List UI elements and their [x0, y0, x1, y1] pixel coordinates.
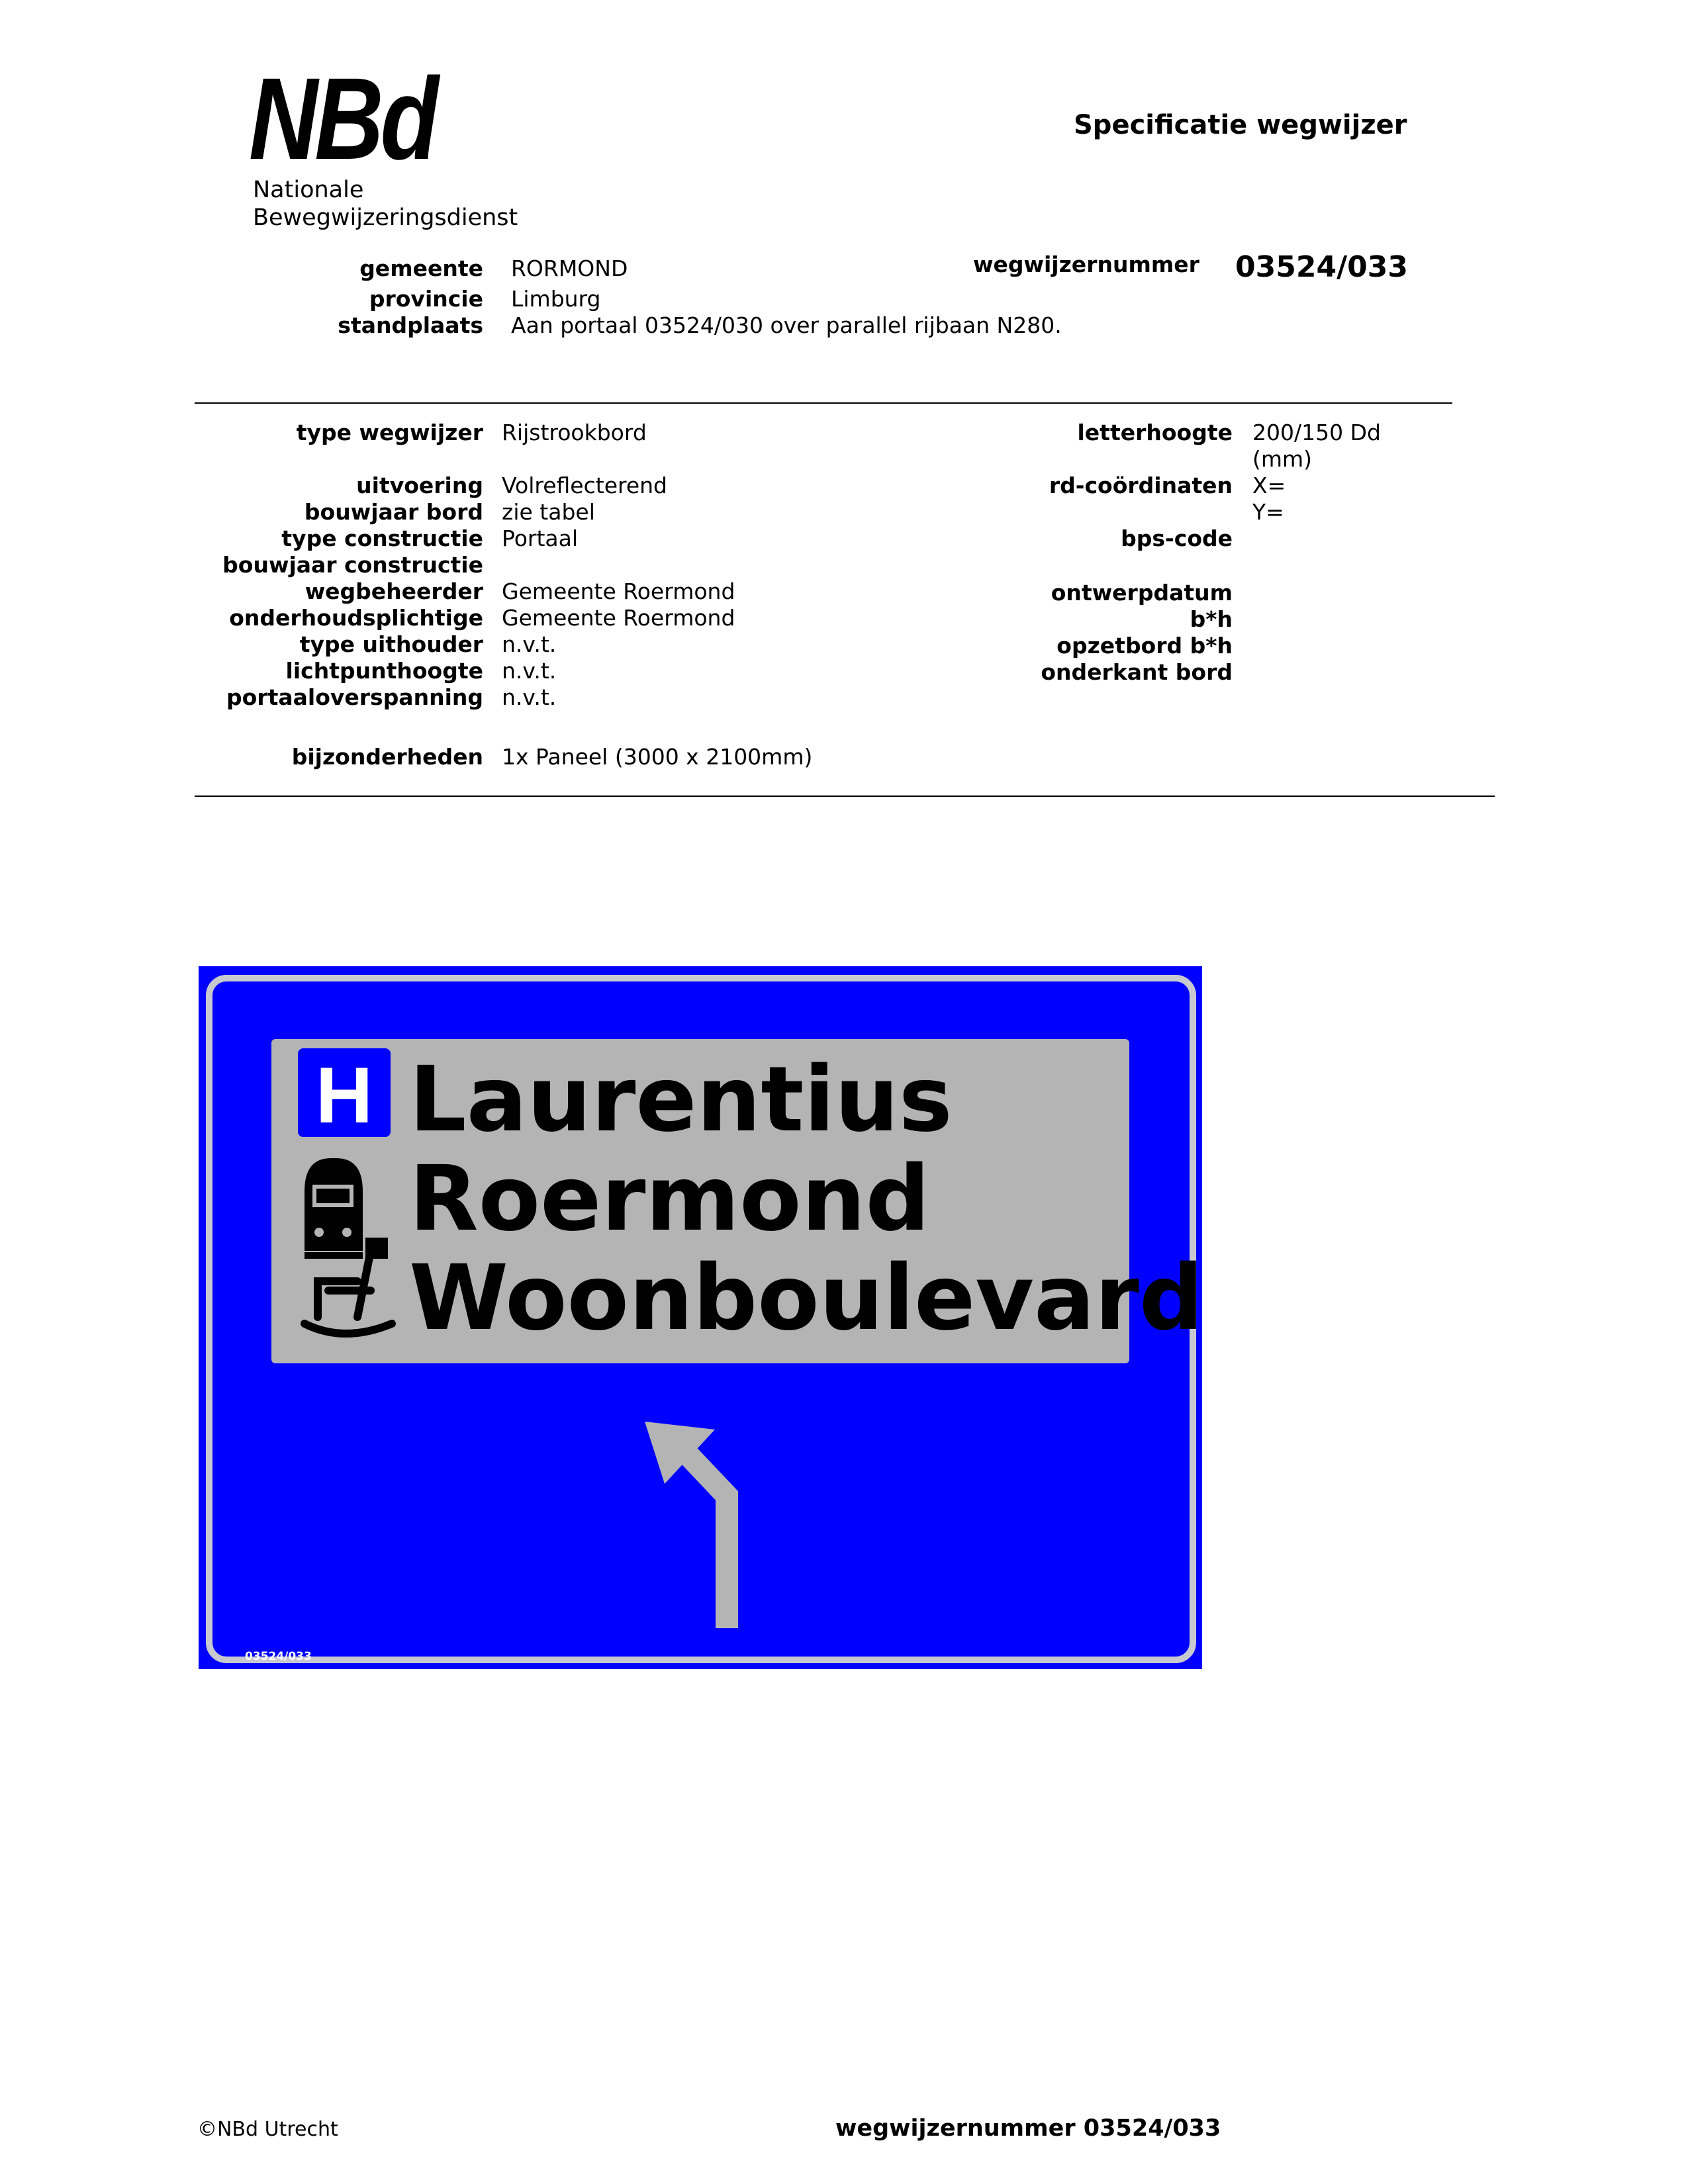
bps-code-label: bps-code — [1121, 525, 1233, 551]
road-sign — [199, 966, 1202, 1669]
detail-label: type uithouder — [299, 631, 483, 657]
sign-code: 03524/033 — [245, 1650, 312, 1663]
logo-nbd: NBd — [249, 54, 436, 184]
rd-coordinaten-label: rd-coördinaten — [1049, 473, 1233, 498]
detail-value: Portaal — [502, 525, 579, 551]
bijzonderheden-label: bijzonderheden — [291, 744, 483, 770]
onderkant-bord-label: onderkant bord — [1041, 659, 1233, 685]
bijzonderheden-value: 1x Paneel (3000 x 2100mm) — [502, 744, 813, 770]
footer-copyright: ©NBd Utrecht — [197, 2118, 338, 2141]
letterhoogte-value: 200/150 Dd — [1252, 420, 1381, 445]
destination-2: Roermond — [409, 1147, 930, 1251]
detail-value: Rijstrookbord — [502, 420, 647, 445]
wegwijzernummer-label: wegwijzernummer — [973, 251, 1199, 277]
detail-value: Gemeente Roermond — [502, 578, 735, 604]
detail-value: zie tabel — [502, 499, 595, 525]
hospital-letter: H — [315, 1051, 373, 1140]
footer-number: wegwijzernummer 03524/033 — [835, 2115, 1221, 2142]
gemeente-value: RORMOND — [511, 255, 628, 281]
detail-label: type constructie — [281, 525, 483, 551]
divider-bottom — [195, 796, 1495, 797]
rd-x-value: X= — [1252, 473, 1286, 498]
detail-label: portaaloverspanning — [226, 684, 483, 710]
logo-line-1: Nationale — [253, 177, 364, 203]
detail-value: Volreflecterend — [502, 473, 667, 498]
standplaats-label: standplaats — [338, 312, 483, 338]
provincie-value: Limburg — [511, 286, 601, 312]
detail-label: onderhoudsplichtige — [229, 605, 483, 631]
detail-value: n.v.t. — [502, 684, 557, 710]
ontwerpdatum-label: ontwerpdatum — [1051, 580, 1233, 606]
detail-label: type wegwijzer — [296, 420, 483, 445]
logo-line-2: Bewegwijzeringsdienst — [253, 205, 518, 231]
bh-label: b*h — [1190, 606, 1233, 632]
detail-label: wegbeheerder — [305, 578, 483, 604]
standplaats-value: Aan portaal 03524/030 over parallel rijbaan N280. — [511, 312, 1062, 338]
rd-y-value: Y= — [1252, 499, 1284, 525]
detail-label: lichtpunthoogte — [285, 658, 483, 684]
provincie-label: provincie — [369, 286, 483, 312]
detail-value: Gemeente Roermond — [502, 605, 735, 631]
letterhoogte-unit: (mm) — [1252, 446, 1313, 472]
destination-1: Laurentius — [409, 1048, 953, 1152]
gemeente-label: gemeente — [359, 255, 483, 281]
opzetbord-label: opzetbord b*h — [1056, 633, 1233, 659]
hospital-icon — [298, 1048, 391, 1140]
detail-label: uitvoering — [356, 473, 483, 498]
detail-value: n.v.t. — [502, 631, 557, 657]
wegwijzernummer-value: 03524/033 — [1235, 250, 1408, 284]
detail-label: bouwjaar bord — [304, 499, 483, 525]
document-title: Specificatie wegwijzer — [1074, 110, 1407, 140]
detail-label: bouwjaar constructie — [222, 552, 483, 578]
detail-value: n.v.t. — [502, 658, 557, 684]
letterhoogte-label: letterhoogte — [1077, 420, 1233, 445]
divider-top — [195, 402, 1452, 404]
destination-3: Woonboulevard — [409, 1246, 1202, 1351]
